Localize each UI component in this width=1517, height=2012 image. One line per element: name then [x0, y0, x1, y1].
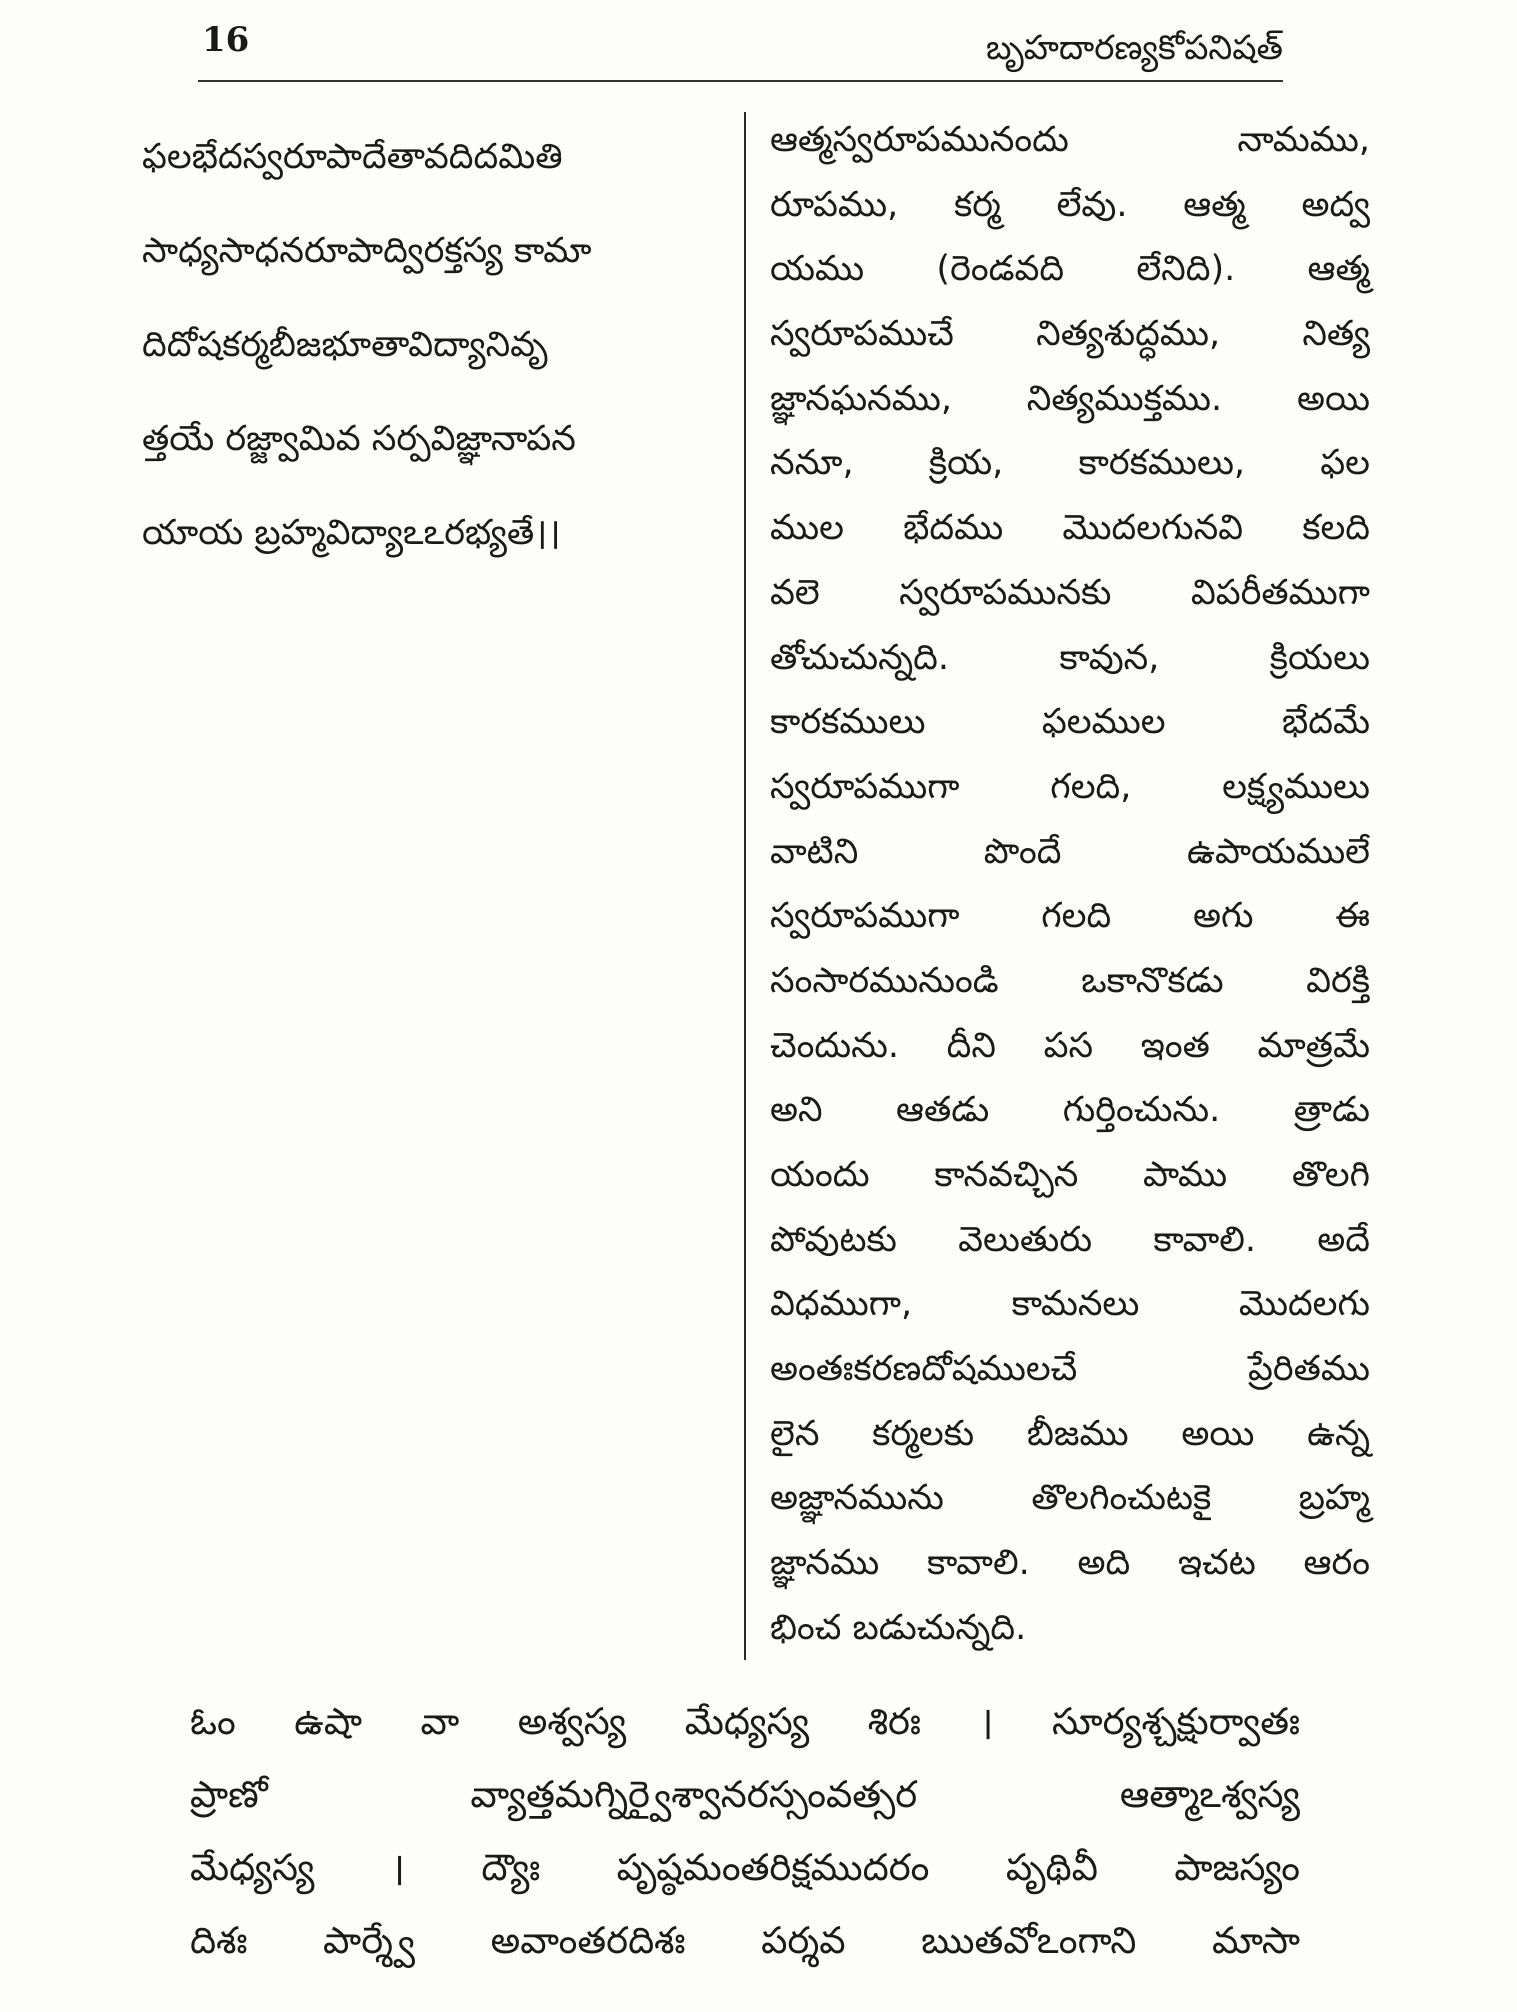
translation-line: ఆత్మస్వరూపమునందు నామము,: [770, 120, 1370, 160]
translation-line: లైన కర్మలకు బీజము అయి ఉన్న: [770, 1413, 1370, 1454]
running-title: బృహదారణ్యకోపనిషత్: [985, 28, 1283, 68]
translation-line: తోచుచున్నది. కావున, క్రియలు: [770, 637, 1370, 678]
translation-line: వలె స్వరూపమునకు విపరీతముగా: [770, 572, 1370, 613]
sanskrit-line: త్తయే రజ్జ్వామివ సర్పవిజ్ఞానాపన: [142, 419, 576, 459]
translation-line: స్వరూపముగా గలది, లక్ష్యములు: [770, 766, 1370, 807]
translation-line: సంసారమునుండి ఒకానొకడు విరక్తి: [770, 960, 1370, 1001]
column-divider: [744, 112, 746, 1660]
translation-line: అని ఆతడు గుర్తించును. త్రాడు: [770, 1090, 1370, 1131]
telugu-translation-column: [770, 108, 1370, 1661]
translation-line: ముల భేదము మొదలగునవి కలది: [770, 508, 1370, 549]
verse-line: దిశః పార్శ్వే అవాంతరదిశః పర్శవ ఋతవోఽంగాని మాసా: [190, 1919, 1300, 1962]
translation-line-last: భించ బడుచున్నది.: [770, 1607, 1027, 1648]
verse-line: ఓం ఉషా వా అశ్వస్య మేధ్యస్య శిరః । సూర్యశ్చక్షుర్వాతః: [190, 1700, 1300, 1743]
translation-line: అంతఃకరణదోషములచే ప్రేరితము: [770, 1349, 1370, 1390]
sanskrit-line: ఫలభేదస్వరూపాదేతావదిదమితి: [142, 137, 563, 177]
translation-line: అజ్ఞానమును తొలగించుటకై బ్రహ్మ: [770, 1478, 1370, 1519]
translation-line: స్వరూపముగా గలది అగు ఈ: [770, 896, 1370, 937]
sanskrit-line: సాధ్యసాధనరూపాద్విరక్తస్య కామా: [142, 231, 592, 271]
translation-line: యందు కానవచ్చిన పాము తొలగి: [770, 1155, 1370, 1195]
translation-line: స్వరూపముచే నిత్యశుద్ధము, నిత్య: [770, 314, 1370, 355]
page-header: [198, 18, 1283, 82]
verse-line: ప్రాణో వ్యాత్తమగ్నిర్వైశ్వానరస్సంవత్సర ఆత్మాఽశ్వస్య: [190, 1773, 1300, 1816]
verse-line: మేధ్యస్య । ద్యౌః పృష్ఠమంతరిక్షముదరం పృథివీ పాజస్యం: [190, 1846, 1300, 1889]
translation-line: విధముగా, కామనలు మొదలగు: [770, 1284, 1370, 1325]
translation-line: చెందును. దీని పస ఇంత మాత్రమే: [770, 1025, 1370, 1066]
upanishad-verse: [190, 1685, 1300, 1977]
translation-line: వాటిని పొందే ఉపాయములే: [770, 831, 1370, 872]
translation-line: కారకములు ఫలముల భేదమే: [770, 702, 1370, 743]
translation-line: పోవుటకు వెలుతురు కావాలి. అదే: [770, 1219, 1370, 1260]
translation-line: ననూ, క్రియ, కారకములు, ఫల: [770, 443, 1370, 484]
page-number: 16: [202, 20, 250, 60]
translation-line: జ్ఞానము కావాలి. అది ఇచట ఆరం: [770, 1543, 1370, 1584]
sanskrit-line: దిదోషకర్మబీజభూతావిద్యానివృ: [142, 325, 548, 365]
translation-line: జ్ఞానఘనము, నిత్యముక్తము. అయి: [770, 378, 1370, 419]
translation-line: రూపము, కర్మ లేవు. ఆత్మ అద్వ: [770, 184, 1370, 225]
sanskrit-commentary-column: [142, 110, 742, 580]
translation-line: యము (రెండవది లేనిది). ఆత్మ: [770, 249, 1370, 290]
sanskrit-line: యాయ బ్రహ్మవిద్యాఽఽరభ్యతే।।: [142, 513, 561, 553]
